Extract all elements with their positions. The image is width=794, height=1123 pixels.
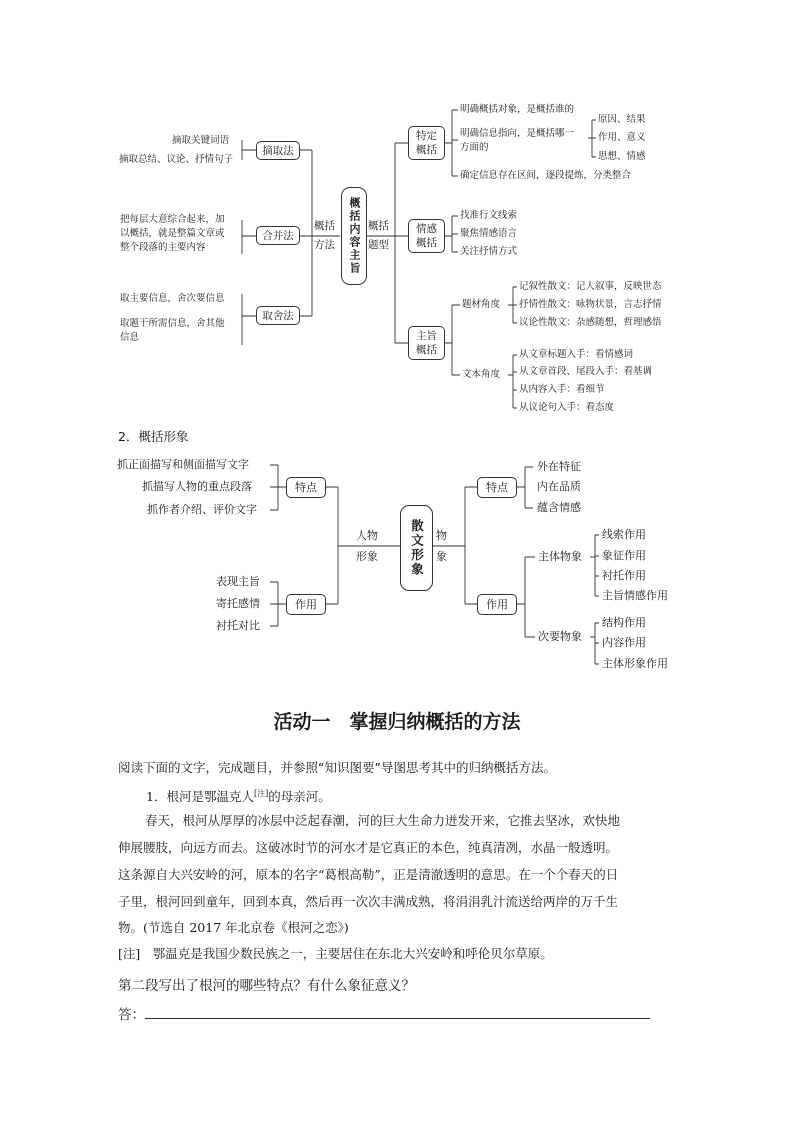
angle-text-item: 从议论句入手：看态度 <box>519 402 615 413</box>
map1-left-label-1: 概括 <box>314 220 335 232</box>
map1-right-label-2: 题型 <box>368 239 389 251</box>
answer-line[interactable] <box>145 1018 650 1019</box>
type-specific-label-1: 特定 <box>416 130 437 142</box>
method-extract-item: 摘取总结、议论、抒情句子 <box>119 154 234 165</box>
map1-left-label-2: 方法 <box>314 239 335 251</box>
left-function-box: 作用 <box>286 594 326 615</box>
passage-line: 春天，根河从厚厚的冰层中泛起春潮，河的巨大生命力迸发开来，它推去坚冰，欢快地 <box>145 813 621 828</box>
type-specific-sub: 思想、情感 <box>598 151 646 162</box>
angle-subject: 题材角度 <box>462 299 501 310</box>
angle-subject-item: 议论性散文：杂感随想，哲理感悟 <box>519 317 662 328</box>
type-emotion-label-2: 概括 <box>416 237 437 249</box>
main-object-item: 象征作用 <box>602 549 646 562</box>
angle-text-item: 从内容入手：看细节 <box>519 384 605 395</box>
right-feature-item: 蕴含情感 <box>537 501 581 514</box>
right-feature-item: 内在品质 <box>537 480 581 493</box>
angle-subject-item: 记叙性散文：记人叙事，反映世态 <box>519 281 662 292</box>
note-marker: [注] <box>253 789 269 798</box>
type-theme-label-1: 主旨 <box>416 330 437 342</box>
method-choose-item: 取主要信息，舍次要信息 <box>120 293 225 304</box>
type-specific-sub: 原因、结果 <box>598 114 646 125</box>
type-emotion-label-1: 情感 <box>416 223 437 235</box>
right-feature-box: 特点 <box>477 477 517 498</box>
passage-line: 伸展腰肢，向远方而去。这破冰时节的河水才是它真正的本色，纯真清冽，水晶一般透明。 <box>118 840 619 855</box>
method-merge-item: 以概括，就是整篇文章或 <box>120 228 225 239</box>
method-choose-item: 信息 <box>120 332 140 343</box>
secondary-object-item: 内容作用 <box>602 636 646 649</box>
method-choose-item: 取题干所需信息，舍其他 <box>120 318 225 329</box>
method-merge-item: 把每层大意综合起来，加 <box>120 214 225 225</box>
type-specific-item: 明确概括对象，是概括谁的 <box>460 104 575 115</box>
map2-right-label-2: 象 <box>436 550 447 563</box>
type-emotion-item: 聚焦情感语言 <box>460 228 518 239</box>
method-merge-box: 合并法 <box>256 226 300 245</box>
left-feature-item: 抓作者介绍、评价文字 <box>147 503 257 516</box>
map1-right-label-1: 概括 <box>368 220 389 232</box>
main-object-item: 衬托作用 <box>602 569 646 582</box>
question-1-title-b: 的母亲河。 <box>268 789 331 805</box>
method-extract-item: 摘取关键词语 <box>172 135 230 146</box>
main-object-item: 主旨情感作用 <box>602 589 668 602</box>
passage-line: 物。(节选自 2017 年北京卷《根河之恋》) <box>118 920 349 935</box>
left-function-item: 寄托感情 <box>216 597 260 610</box>
left-feature-item: 抓正面描写和侧面描写文字 <box>117 458 249 471</box>
method-merge-item: 整个段落的主要内容 <box>120 242 206 253</box>
map2-left-label-1: 人物 <box>356 529 378 542</box>
left-feature-box: 特点 <box>286 477 326 498</box>
type-specific-item: 确定信息存在区间，逐段提炼，分类整合 <box>460 170 632 181</box>
main-object-label: 主体物象 <box>538 550 582 563</box>
type-specific-item: 方面的 <box>460 142 489 153</box>
left-function-item: 衬托对比 <box>216 619 260 632</box>
question-1-title-a: 1．根河是鄂温克人 <box>146 789 254 805</box>
secondary-object-label: 次要物象 <box>538 630 582 643</box>
type-emotion-item: 关注抒情方式 <box>460 246 518 257</box>
answer-label: 答： <box>118 1007 145 1023</box>
right-feature-item: 外在特征 <box>537 460 581 473</box>
right-function-box: 作用 <box>477 594 517 615</box>
method-choose-box: 取舍法 <box>256 306 300 325</box>
method-extract-box: 摘取法 <box>256 141 300 160</box>
question-text: 第二段写出了根河的哪些特点？有什么象征意义？ <box>118 978 415 994</box>
secondary-object-item: 主体形象作用 <box>602 657 668 670</box>
type-theme-label-2: 概括 <box>416 344 437 356</box>
main-object-item: 线索作用 <box>602 528 646 541</box>
section-2-heading: 2．概括形象 <box>118 429 189 444</box>
footnote: [注] 鄂温克是我国少数民族之一，主要居住在东北大兴安岭和呼伦贝尔草原。 <box>118 946 553 961</box>
map2-center-box <box>400 505 433 591</box>
left-feature-item: 抓描写人物的重点段落 <box>142 480 252 493</box>
activity-title: 活动一 掌握归纳概括的方法 <box>273 711 521 733</box>
type-specific-item: 明确信息指向，是概括哪一 <box>460 128 575 139</box>
angle-text-item: 从文章标题入手：看情感词 <box>519 349 634 360</box>
angle-text: 文本角度 <box>462 369 501 380</box>
left-function-item: 表现主旨 <box>216 575 260 588</box>
angle-subject-item: 抒情性散文：咏物状景，言志抒情 <box>519 299 662 310</box>
map2-left-label-2: 形象 <box>356 550 378 563</box>
type-specific-label-2: 概括 <box>416 144 437 156</box>
map2-center-label: 散文形象 <box>409 519 425 577</box>
question-1-title <box>146 786 331 805</box>
map2-right-label-1: 物 <box>436 529 447 542</box>
type-emotion-item: 找准行文线索 <box>460 210 518 221</box>
angle-text-item: 从文章首段、尾段入手：看基调 <box>519 366 653 377</box>
passage-line: 这条源自大兴安岭的河，原本的名字“葛根高勒”，正是清澈透明的意思。在一个个春天的日 <box>118 867 619 882</box>
secondary-object-item: 结构作用 <box>602 616 646 629</box>
type-specific-sub: 作用、意义 <box>598 132 646 143</box>
passage-line: 子里，根河回到童年，回到本真，然后再一次次丰满成熟，将涓涓乳汁流送给两岸的万千生 <box>118 894 619 909</box>
map1-center-label: 概括内容主旨 <box>348 197 361 275</box>
instruction: 阅读下面的文字，完成题目，并参照“知识图要”导图思考其中的归纳概括方法。 <box>118 760 556 775</box>
